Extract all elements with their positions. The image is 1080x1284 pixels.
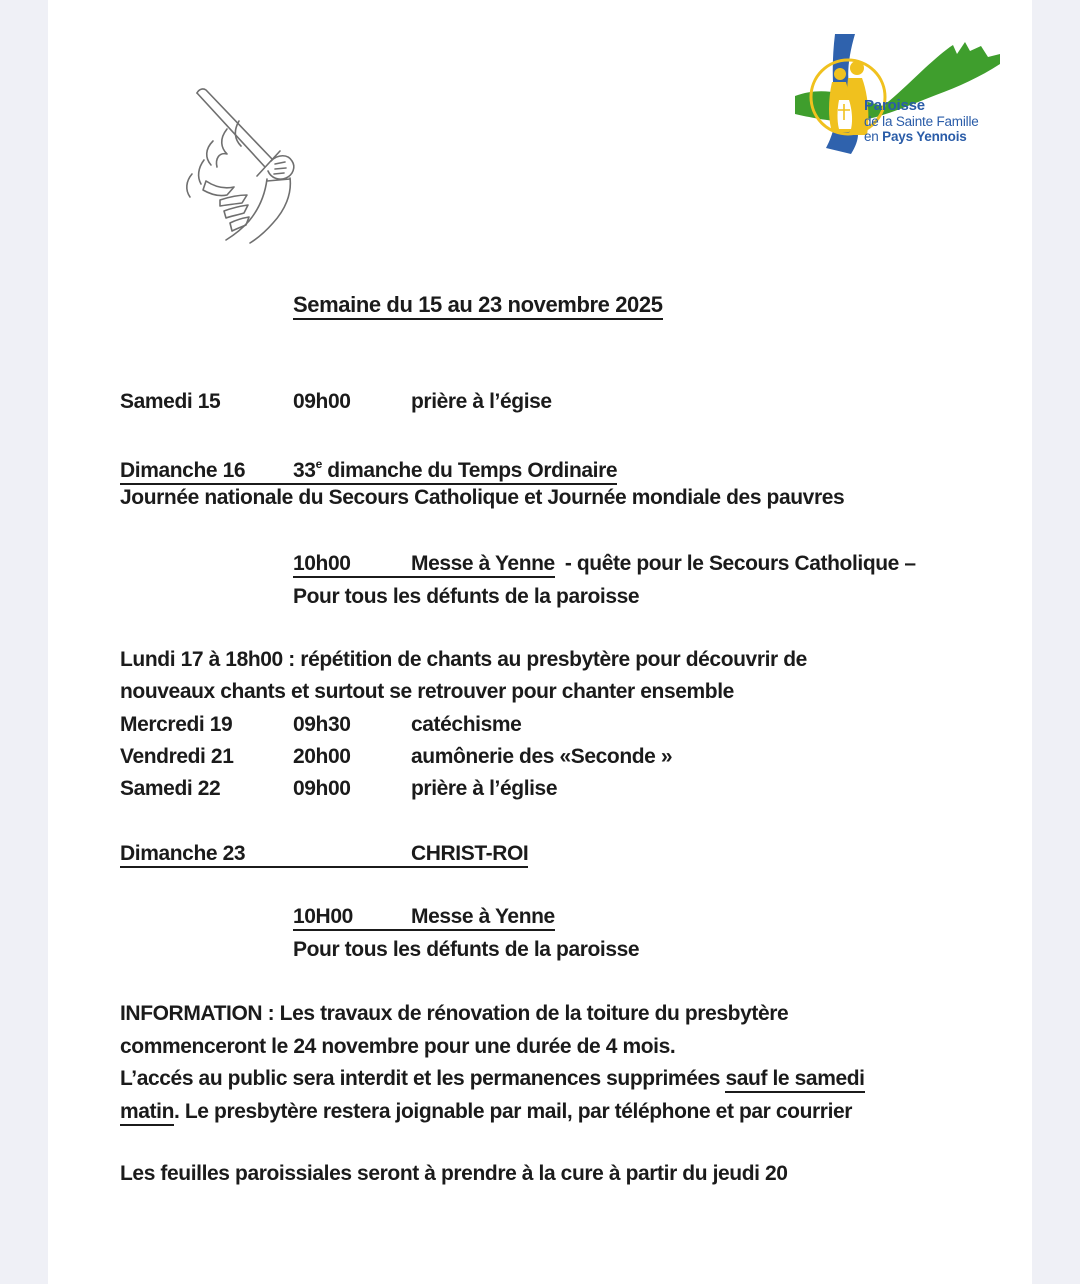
- information-line-4: matin. Le presbytère restera joignable par mail, par téléphone et par courrier: [120, 1099, 852, 1125]
- footer-note: Les feuilles paroissiales seront à prendre à la cure à partir du jeudi 20: [120, 1162, 788, 1185]
- ordinal-superscript: e: [315, 457, 322, 471]
- feast-number: 33: [293, 459, 316, 482]
- time-label: 20h00: [293, 745, 351, 768]
- schedule-line-lundi-17-a: Lundi 17 à 18h00 : répétition de chants au presbytère pour découvrir de: [120, 648, 807, 671]
- underlined-heading: [293, 552, 555, 578]
- schedule-line-lundi-17-b: nouveaux chants et surtout se retrouver pour chanter ensemble: [120, 680, 734, 703]
- underlined-heading: [120, 459, 617, 485]
- information-line-3: L’accés au public sera interdit et les permanences supprimées sauf le samedi: [120, 1066, 865, 1092]
- mass-label: Messe à Yenne: [411, 905, 555, 928]
- event-label: prière à l’église: [411, 777, 558, 800]
- mass-label: Messe à Yenne: [411, 552, 555, 575]
- schedule-intention-23: Pour tous les défunts de la paroisse: [293, 938, 640, 961]
- underlined-exception: matin: [120, 1100, 174, 1126]
- schedule-line-samedi-15: [120, 389, 552, 415]
- feast-label: CHRIST-ROI: [411, 842, 529, 865]
- parish-logo-text: [864, 98, 979, 144]
- underlined-heading: [293, 905, 555, 931]
- time-label: 10H00: [293, 905, 353, 928]
- day-label: Mercredi 19: [120, 713, 233, 736]
- time-label: 09h00: [293, 390, 351, 413]
- schedule-line-vendredi-21: [120, 744, 672, 770]
- collection-note: - quête pour le Secours Catholique –: [564, 552, 916, 575]
- page-title: Semaine du 15 au 23 novembre 2025: [293, 292, 663, 320]
- logo-name-line1: Paroisse: [864, 97, 925, 114]
- schedule-line-mercredi-19: [120, 712, 521, 738]
- underlined-exception: sauf le samedi: [725, 1067, 864, 1093]
- schedule-line-dimanche-16: [120, 452, 617, 484]
- information-line-2: commenceront le 24 novembre pour une durée de 4 mois.: [120, 1035, 676, 1058]
- schedule-line-messe-23: [293, 904, 555, 930]
- document-title-line: [293, 292, 663, 318]
- day-label: Dimanche 23: [120, 842, 246, 865]
- holy-family-figures: [829, 61, 868, 135]
- day-label: Dimanche 16: [120, 459, 246, 482]
- flaming-sword-illustration: [168, 82, 313, 260]
- schedule-intention-16: Pour tous les défunts de la paroisse: [293, 585, 640, 608]
- schedule-line-samedi-22: [120, 776, 557, 802]
- time-label: 09h00: [293, 777, 351, 800]
- document-page: [48, 0, 1032, 1284]
- event-label: catéchisme: [411, 713, 522, 736]
- time-label: 09h30: [293, 713, 351, 736]
- logo-name-line3: en Pays Yennois: [864, 129, 967, 144]
- event-label: aumônerie des «Seconde »: [411, 745, 673, 768]
- feast-label: dimanche du Temps Ordinaire: [321, 459, 618, 482]
- event-label: prière à l’égise: [411, 390, 552, 413]
- day-label: Vendredi 21: [120, 745, 234, 768]
- day-label: Samedi 15: [120, 390, 221, 413]
- day-label: Samedi 22: [120, 777, 221, 800]
- schedule-note-dimanche-16: Journée nationale du Secours Catholique et Journée mondiale des pauvres: [120, 486, 845, 509]
- logo-name-line2: de la Sainte Famille: [864, 114, 979, 129]
- time-label: 10h00: [293, 552, 351, 575]
- schedule-line-messe-16: [293, 551, 916, 577]
- parish-logo: [795, 34, 1000, 169]
- schedule-line-dimanche-23: [120, 841, 528, 867]
- information-line-1: INFORMATION : Les travaux de rénovation de la toiture du presbytère: [120, 1002, 789, 1025]
- underlined-heading: [120, 842, 528, 868]
